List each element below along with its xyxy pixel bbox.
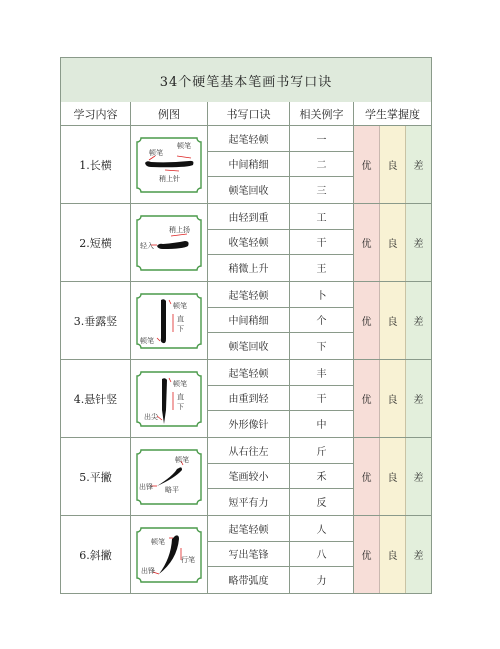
rhyme-line: 收笔轻顿 [208,230,290,256]
rating-good[interactable]: 良 [380,204,406,281]
rhyme-line: 中间稍细 [208,152,290,178]
header-content: 学习内容 [61,102,131,125]
rating-poor[interactable]: 差 [406,282,431,359]
annotation: 直 [177,392,184,401]
annotation: 顿笔 [173,301,187,310]
annotation: 顿笔 [140,336,154,345]
rating-good[interactable]: 良 [380,360,406,437]
example-image-cell [131,204,208,281]
example-char: 八 [290,542,354,568]
stroke-name: 3.垂露竖 [61,282,131,359]
stroke-name: 6.斜撇 [61,516,131,593]
annotation: 下 [177,402,184,411]
rhyme-line: 略带弧度 [208,567,290,593]
rating-excellent[interactable]: 优 [354,438,380,515]
example-char: 下 [290,333,354,359]
stroke-row-short-horizontal [61,204,431,282]
rhyme-line: 短平有力 [208,489,290,515]
example-char: 三 [290,177,354,203]
stroke-name: 4.悬针竖 [61,360,131,437]
worksheet-table [60,57,432,594]
example-char: 斤 [290,438,354,464]
annotation: 直 [177,314,184,323]
stroke-row-needle-vertical [61,360,431,438]
example-char: 反 [290,489,354,515]
rating-excellent[interactable]: 优 [354,516,380,593]
rating-poor[interactable]: 差 [406,204,431,281]
example-image-cell [131,126,208,203]
rhyme-line: 由轻到重 [208,204,290,230]
stroke-diagram [135,526,203,584]
example-char: 干 [290,386,354,412]
rating-poor[interactable]: 差 [406,126,431,203]
header-mastery: 学生掌握度 [365,107,420,121]
rhyme-line: 顿笔回收 [208,177,290,203]
example-char: 个 [290,308,354,334]
annotation: 顿笔 [151,537,165,546]
annotation: 略平 [165,485,179,494]
example-char: 二 [290,152,354,178]
example-char: 王 [290,255,354,281]
stroke-diagram [135,136,203,194]
annotation: 轻入 [140,241,154,250]
stroke-diagram [135,448,203,506]
rhyme-line: 从右往左 [208,438,290,464]
stroke-diagram [135,292,203,350]
annotation: 出尖 [144,412,158,421]
page-title: 34个硬笔基本笔画书写口诀 [61,58,431,103]
rhyme-line: 顿笔回收 [208,333,290,359]
rating-good[interactable]: 良 [380,282,406,359]
annotation: 稍上针 [159,174,180,183]
annotation: 行笔 [181,555,195,564]
example-char: 卜 [290,282,354,308]
rating-poor[interactable]: 差 [406,438,431,515]
rating-excellent[interactable]: 优 [354,360,380,437]
example-image-cell [131,516,208,593]
example-char: 禾 [290,464,354,490]
stroke-row-long-horizontal [61,126,431,204]
annotation: 顿笔 [175,455,189,464]
stroke-row-slant-left-falling [61,516,431,593]
annotation: 顿笔 [173,379,187,388]
rhyme-line: 中间稍细 [208,308,290,334]
annotation: 顿笔 [177,141,191,150]
example-image-cell [131,282,208,359]
rating-excellent[interactable]: 优 [354,282,380,359]
rhyme-line: 写出笔锋 [208,542,290,568]
rhyme-line: 由重到轻 [208,386,290,412]
example-char: 工 [290,204,354,230]
stroke-name: 5.平撇 [61,438,131,515]
rating-good[interactable]: 良 [380,126,406,203]
rhyme-line: 起笔轻顿 [208,282,290,308]
stroke-row-flat-left-falling [61,438,431,516]
annotation: 出锋 [139,482,153,491]
stroke-diagram [135,370,203,428]
example-char: 中 [290,411,354,437]
header-row [61,102,431,126]
rhyme-line: 起笔轻顿 [208,516,290,542]
example-char: 人 [290,516,354,542]
rhyme-line: 笔画较小 [208,464,290,490]
header-rhyme: 书写口诀 [208,102,290,125]
rating-poor[interactable]: 差 [406,516,431,593]
rating-poor[interactable]: 差 [406,360,431,437]
stroke-diagram [135,214,203,272]
rhyme-line: 起笔轻顿 [208,126,290,152]
stroke-name: 1.长横 [61,126,131,203]
stroke-row-dew-vertical [61,282,431,360]
annotation: 稍上扬 [169,225,190,234]
header-chars: 相关例字 [290,102,354,125]
example-char: 干 [290,230,354,256]
example-char: 丰 [290,360,354,386]
annotation: 出锋 [141,566,155,575]
rating-good[interactable]: 良 [380,438,406,515]
example-image-cell [131,438,208,515]
example-image-cell [131,360,208,437]
rhyme-line: 稍微上升 [208,255,290,281]
rating-excellent[interactable]: 优 [354,126,380,203]
rating-excellent[interactable]: 优 [354,204,380,281]
annotation: 顿笔 [149,148,163,157]
rating-good[interactable]: 良 [380,516,406,593]
example-char: 力 [290,567,354,593]
rhyme-line: 外形像针 [208,411,290,437]
rhyme-line: 起笔轻顿 [208,360,290,386]
header-example: 例图 [131,102,208,125]
stroke-name: 2.短横 [61,204,131,281]
example-char: 一 [290,126,354,152]
annotation: 下 [177,324,184,333]
